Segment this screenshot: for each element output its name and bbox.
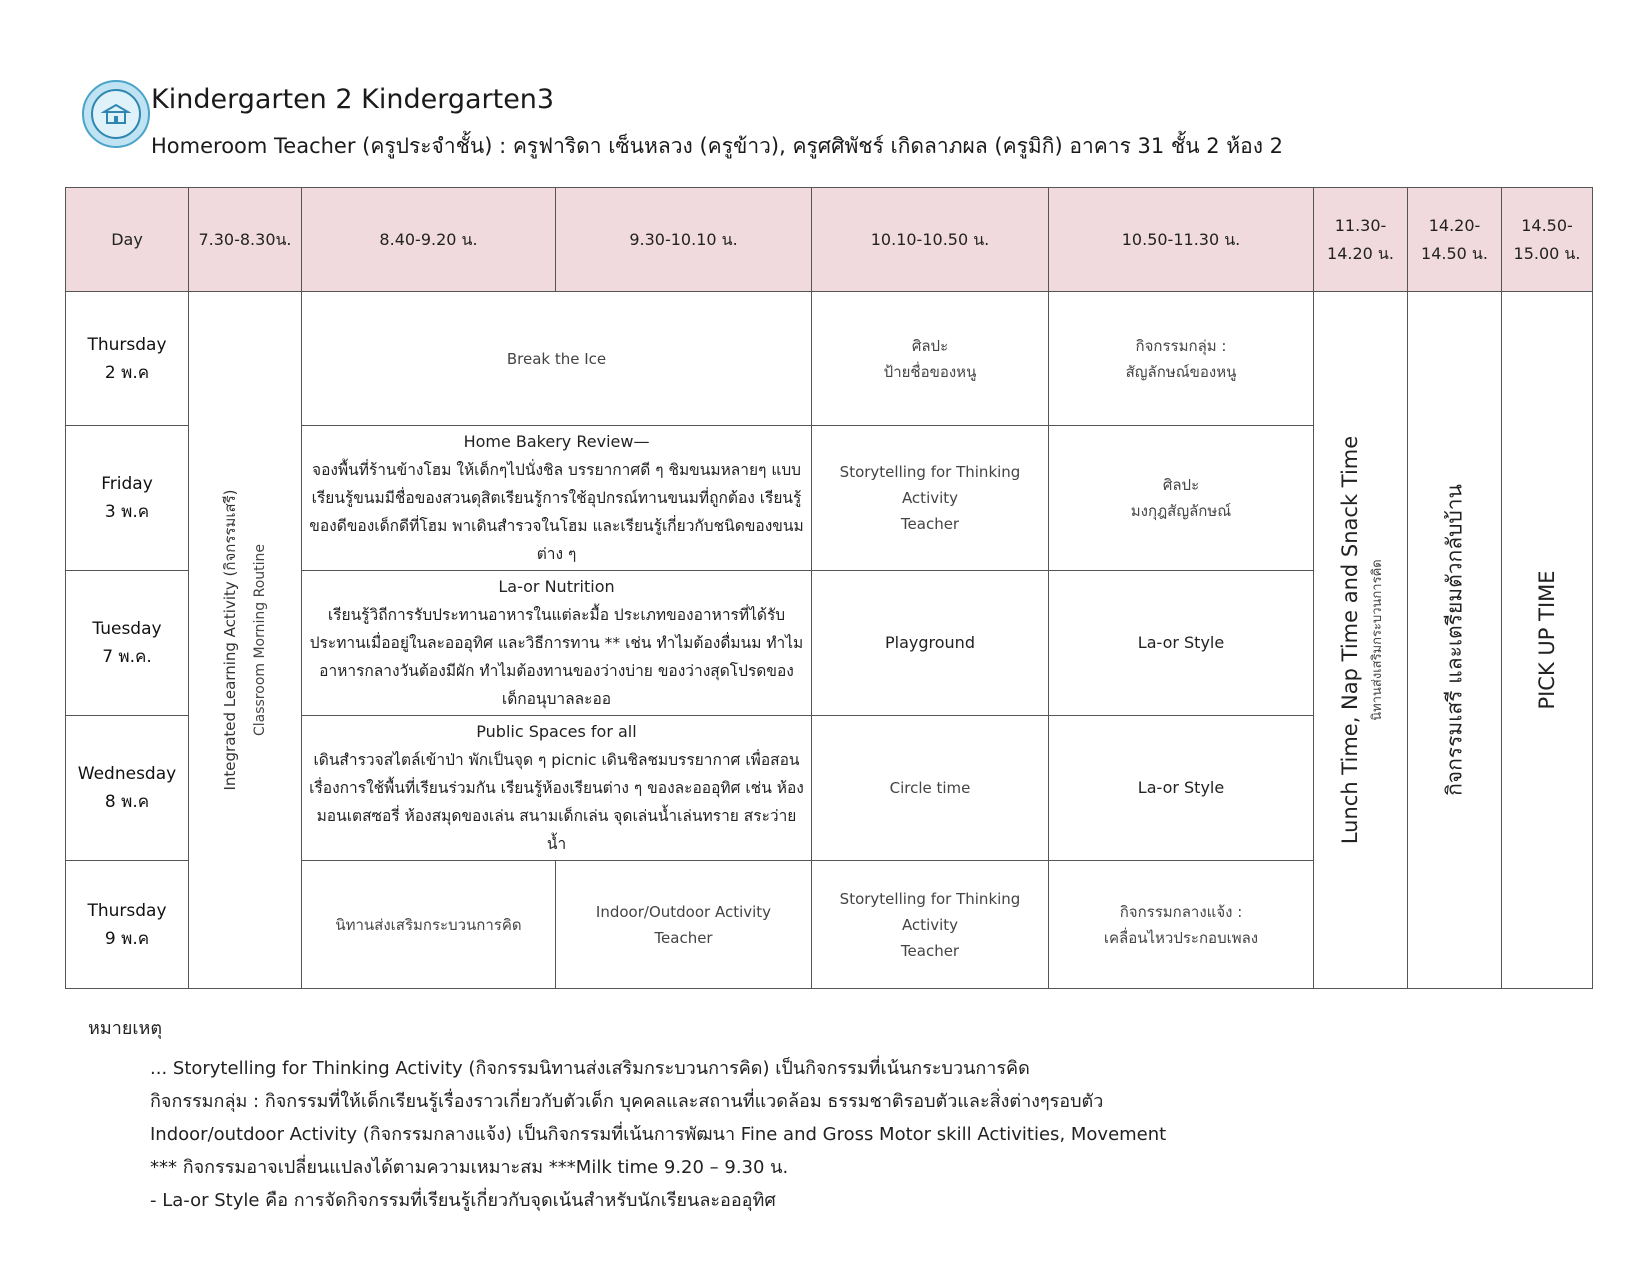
day-cell (66, 861, 189, 989)
note-line: ... Storytelling for Thinking Activity (กิจกรรมนิทานส่งเสริมกระบวนการคิด) เป็นกิจกรรมที่เน้นกระบวนการคิด (150, 1058, 1030, 1079)
day-cell (66, 716, 189, 861)
pickup-cell (1502, 292, 1593, 989)
day-name: Thursday (87, 334, 167, 355)
activity-cell-t4 (812, 426, 1049, 571)
school-logo (82, 80, 150, 148)
activity-cell-t3 (556, 861, 812, 989)
col-header-t8-line2: 15.00 น. (1513, 243, 1581, 263)
col-header-t1: 7.30-8.30น. (189, 188, 302, 292)
cell-line: ป้ายชื่อของหนู (883, 362, 977, 381)
col-header-t3: 9.30-10.10 น. (556, 188, 812, 292)
cell-line: เคลื่อนไหวประกอบเพลง (1103, 928, 1259, 947)
activity-cell-t4 (812, 861, 1049, 989)
col-header-day: Day (66, 188, 189, 292)
day-date: 3 พ.ค (104, 502, 150, 522)
col-header-t6-line2: 14.20 น. (1327, 243, 1394, 263)
day-name: Wednesday (77, 764, 177, 784)
cell-line: Storytelling for Thinking (839, 463, 1021, 481)
notes-heading: หมายเหตุ (88, 1018, 163, 1039)
activity-description: เดินสำรวจสไตล์เข้าป่า พักเป็นจุด ๆ picnic เดินชิลชมบรรยากาศ เพื่อสอนเรื่องการใช้พื้นที่เรียนร่วมกัน เรียนรู้ห้องเรียนต่าง ๆ ของละอออุทิศ เช่น ห้องมอนเตสซอรี่ ห้องสมุดของเล่น สนามเด็กเล่น จุดเล่นน้ำเล่นทราย สระว่ายน้ำ (309, 751, 804, 853)
cell-line: Teacher (900, 515, 960, 533)
lunch-text (1333, 436, 1389, 844)
activity-cell-t5: La-or Style (1049, 716, 1314, 861)
morning-routine-cell (189, 292, 302, 989)
free-play-cell (1408, 292, 1502, 989)
cell-line: Indoor/Outdoor Activity (595, 902, 772, 921)
activity-cell-t4 (812, 292, 1049, 426)
day-date: 9 พ.ค (104, 928, 150, 949)
lunch-cell (1314, 292, 1408, 989)
morning-routine-line1: Integrated Learning Activity (กิจกรรมเสรี) (221, 489, 239, 791)
notes-section (88, 1013, 1166, 1217)
header-row (66, 188, 1593, 292)
day-name: Tuesday (92, 619, 162, 639)
cell-line: Activity (901, 489, 959, 507)
school-building-icon (91, 89, 141, 139)
cell-line: มงกุฎสัญลักษณ์ (1130, 502, 1232, 520)
cell-line: ศิลปะ (1162, 476, 1200, 494)
day-name: Friday (101, 474, 153, 494)
lunch-line2: นิทานส่งเสริมกระบวนการคิด (1369, 559, 1385, 721)
page-title: Kindergarten 2 Kindergarten3 (151, 84, 555, 115)
day-cell (66, 292, 189, 426)
col-header-t7 (1408, 188, 1502, 292)
day-cell (66, 571, 189, 716)
col-header-t5: 10.50-11.30 น. (1049, 188, 1314, 292)
col-header-t8-line1: 14.50- (1521, 215, 1573, 235)
activity-cell: Break the Ice (302, 292, 812, 426)
col-header-t4: 10.10-10.50 น. (812, 188, 1049, 292)
note-line: *** กิจกรรมอาจเปลี่ยนแปลงได้ตามความเหมาะสม ***Milk time 9.20 – 9.30 น. (150, 1157, 789, 1178)
free-play-text: กิจกรรมเสรี และเตรียมตัวกลับบ้าน (1442, 484, 1466, 796)
activity-title: Public Spaces for all (476, 722, 637, 741)
col-header-t7-line2: 14.50 น. (1421, 243, 1488, 263)
activity-title: Home Bakery Review— (463, 432, 650, 451)
cell-line: กิจกรรมกลุ่ม : (1135, 336, 1227, 355)
activity-cell-t2: นิทานส่งเสริมกระบวนการคิด (302, 861, 556, 989)
lunch-line1: Lunch Time, Nap Time and Snack Time (1337, 435, 1362, 845)
table-row (66, 292, 1593, 426)
day-name: Thursday (87, 900, 167, 921)
activity-cell-t4: Playground (812, 571, 1049, 716)
cell-line: กิจกรรมกลางแจ้ง : (1119, 902, 1243, 921)
cell-line: Activity (901, 915, 959, 934)
note-line: - La-or Style คือ การจัดกิจกรรมที่เรียนรู้เกี่ยวกับจุดเน้นสำหรับนักเรียนละอออุทิศ (150, 1190, 776, 1211)
pickup-text: PICK UP TIME (1535, 570, 1559, 710)
schedule-table (65, 187, 1593, 989)
activity-description-cell (302, 426, 812, 571)
col-header-t2: 8.40-9.20 น. (302, 188, 556, 292)
activity-cell-t5: La-or Style (1049, 571, 1314, 716)
note-line: Indoor/outdoor Activity (กิจกรรมกลางแจ้ง) เป็นกิจกรรมที่เน้นการพัฒนา Fine and Gross Motor skill Activities, Movement (150, 1124, 1167, 1145)
day-date: 7 พ.ค. (102, 647, 152, 667)
morning-routine-text (215, 489, 275, 790)
day-cell (66, 426, 189, 571)
morning-routine-line2: Classroom Morning Routine (252, 543, 268, 737)
activity-cell-t4: Circle time (812, 716, 1049, 861)
cell-line: Storytelling for Thinking (839, 889, 1021, 908)
activity-title: La-or Nutrition (498, 577, 615, 596)
page-subtitle: Homeroom Teacher (ครูประจำชั้น) : ครูฟาริดา เซ็นหลวง (ครูข้าว), ครูศศิพัชร์ เกิดลาภผล (ครูมิกิ) อาคาร 31 ชั้น 2 ห้อง 2 (151, 134, 1284, 158)
cell-line: สัญลักษณ์ของหนู (1125, 362, 1237, 381)
col-header-t6-line1: 11.30- (1334, 215, 1387, 235)
activity-description: จองพื้นที่ร้านข้างโฮม ให้เด็กๆไปนั่งชิล บรรยากาศดี ๆ ชิมขนมหลายๆ แบบ เรียนรู้ขนมมีชื่อของสวนดุสิตเรียนรู้การใช้อุปกรณ์ทานขนมที่ถูกต้อง เรียนรู้ของดีของเด็กดีที่โฮม พาเดินสำรวจในโฮม และเรียนรู้เกี่ยวกับชนิดของขนมต่าง ๆ (309, 461, 804, 563)
col-header-t7-line1: 14.20- (1428, 215, 1481, 235)
day-date: 2 พ.ค (104, 362, 150, 383)
activity-cell-t5 (1049, 292, 1314, 426)
activity-cell-t5 (1049, 426, 1314, 571)
col-header-t8 (1502, 188, 1593, 292)
note-line: กิจกรรมกลุ่ม : กิจกรรมที่ให้เด็กเรียนรู้เรื่องราวเกี่ยวกับตัวเด็ก บุคคลและสถานที่แวดล้อม ธรรมชาติรอบตัวและสิ่งต่างๆรอบตัว (150, 1091, 1104, 1112)
activity-cell-t5 (1049, 861, 1314, 989)
col-header-t6 (1314, 188, 1408, 292)
activity-description: เรียนรู้วิถีการรับประทานอาหารในแต่ละมื้อ ประเภทของอาหารที่ได้รับประทานเมื่ออยู่ในละอออุทิศ และวิธีการทาน ** เช่น ทำไมต้องดื่มนม ทำไมอาหารกลางวันต้องมีผัก ทำไมต้องทานของว่างบ่าย ของว่างสุดโปรดของเด็กอนุบาลละออ (309, 606, 804, 708)
cell-line: Teacher (654, 928, 713, 947)
cell-line: Teacher (900, 941, 960, 960)
day-date: 8 พ.ค (104, 792, 150, 812)
activity-description-cell (302, 716, 812, 861)
cell-line: ศิลปะ (911, 336, 949, 355)
activity-description-cell (302, 571, 812, 716)
